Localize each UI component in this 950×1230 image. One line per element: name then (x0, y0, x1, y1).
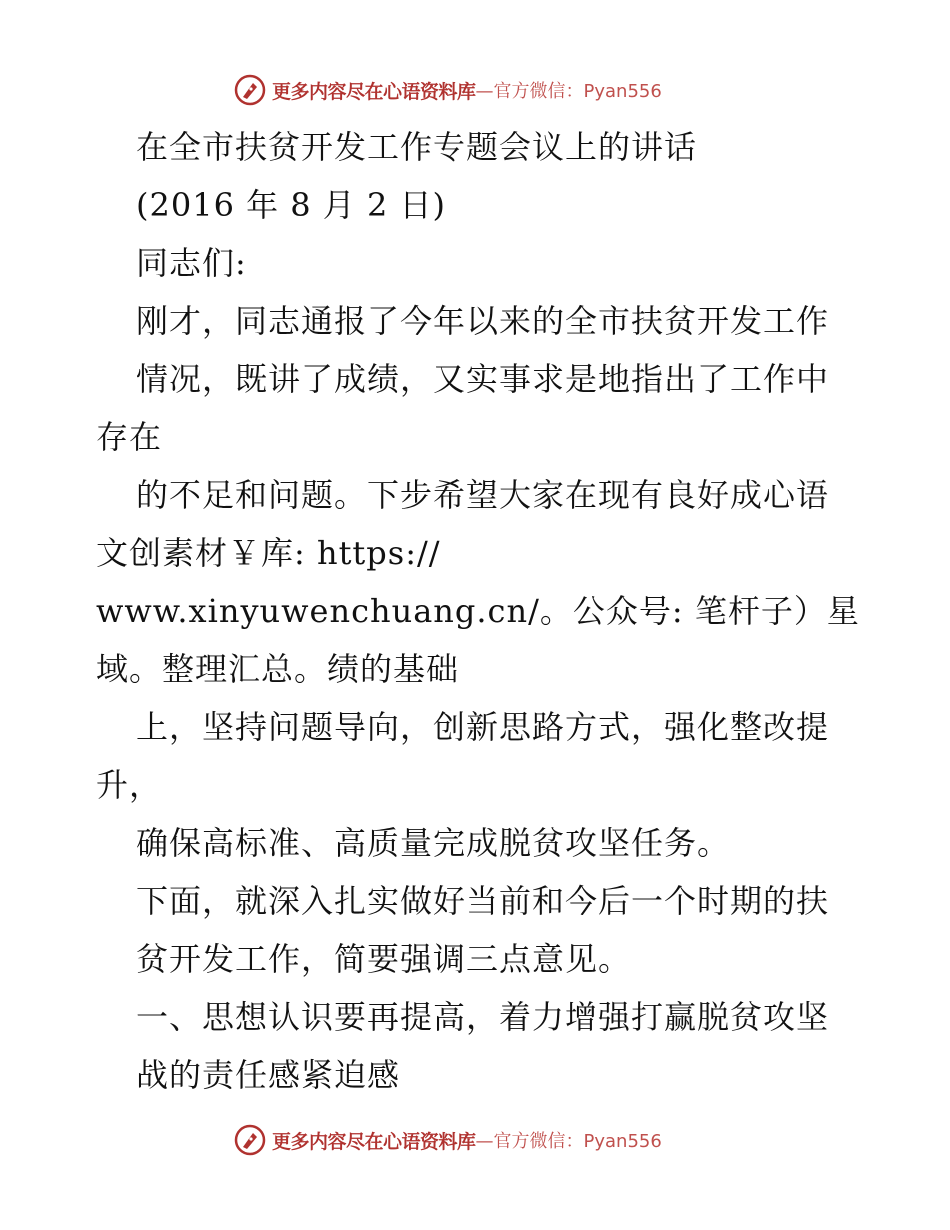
body-line: 贫开发工作，简要强调三点意见。 (136, 940, 632, 978)
header-banner (234, 73, 714, 107)
body-line: 情况，既讲了成绩，又实事求是地指出了工作中 (136, 360, 830, 398)
body-line: 存在 (96, 418, 163, 456)
body-line: 上，坚持问题导向，创新思路方式，强化整改提 (136, 708, 830, 746)
body-line: 升， (96, 766, 163, 804)
document-title: 在全市扶贫开发工作专题会议上的讲话 (136, 128, 698, 166)
body-line: 下面，就深入扎实做好当前和今后一个时期的扶 (136, 882, 830, 920)
section-heading-continued: 战的责任感紧迫感 (136, 1056, 401, 1094)
body-line: 确保高标准、高质量完成脱贫攻坚任务。 (136, 824, 731, 862)
banner-brand-text: 更多内容尽在心语资料库 (272, 80, 476, 103)
document-date: (2016 年 8 月 2 日) (136, 186, 446, 224)
banner-brand-text: 更多内容尽在心语资料库 (272, 1130, 476, 1153)
body-line: 文创素材￥库: https:// (96, 534, 441, 572)
body-line: 刚才，同志通报了今年以来的全市扶贫开发工作 (136, 302, 830, 340)
banner-contact-text: —官方微信：Pyan556 (475, 1131, 662, 1152)
banner-contact-text: —官方微信：Pyan556 (475, 81, 662, 102)
footer-banner (234, 1123, 714, 1157)
body-line: 的不足和问题。下步希望大家在现有良好成心语 (136, 476, 830, 514)
pen-nib-logo-icon (234, 1124, 266, 1156)
body-line: www.xinyuwenchuang.cn/。公众号: 笔杆子）星 (96, 592, 860, 630)
document-greeting: 同志们: (136, 244, 247, 282)
body-line: 域。整理汇总。绩的基础 (96, 650, 460, 688)
pen-nib-logo-icon (234, 74, 266, 106)
section-heading: 一、思想认识要再提高，着力增强打赢脱贫攻坚 (136, 998, 830, 1036)
